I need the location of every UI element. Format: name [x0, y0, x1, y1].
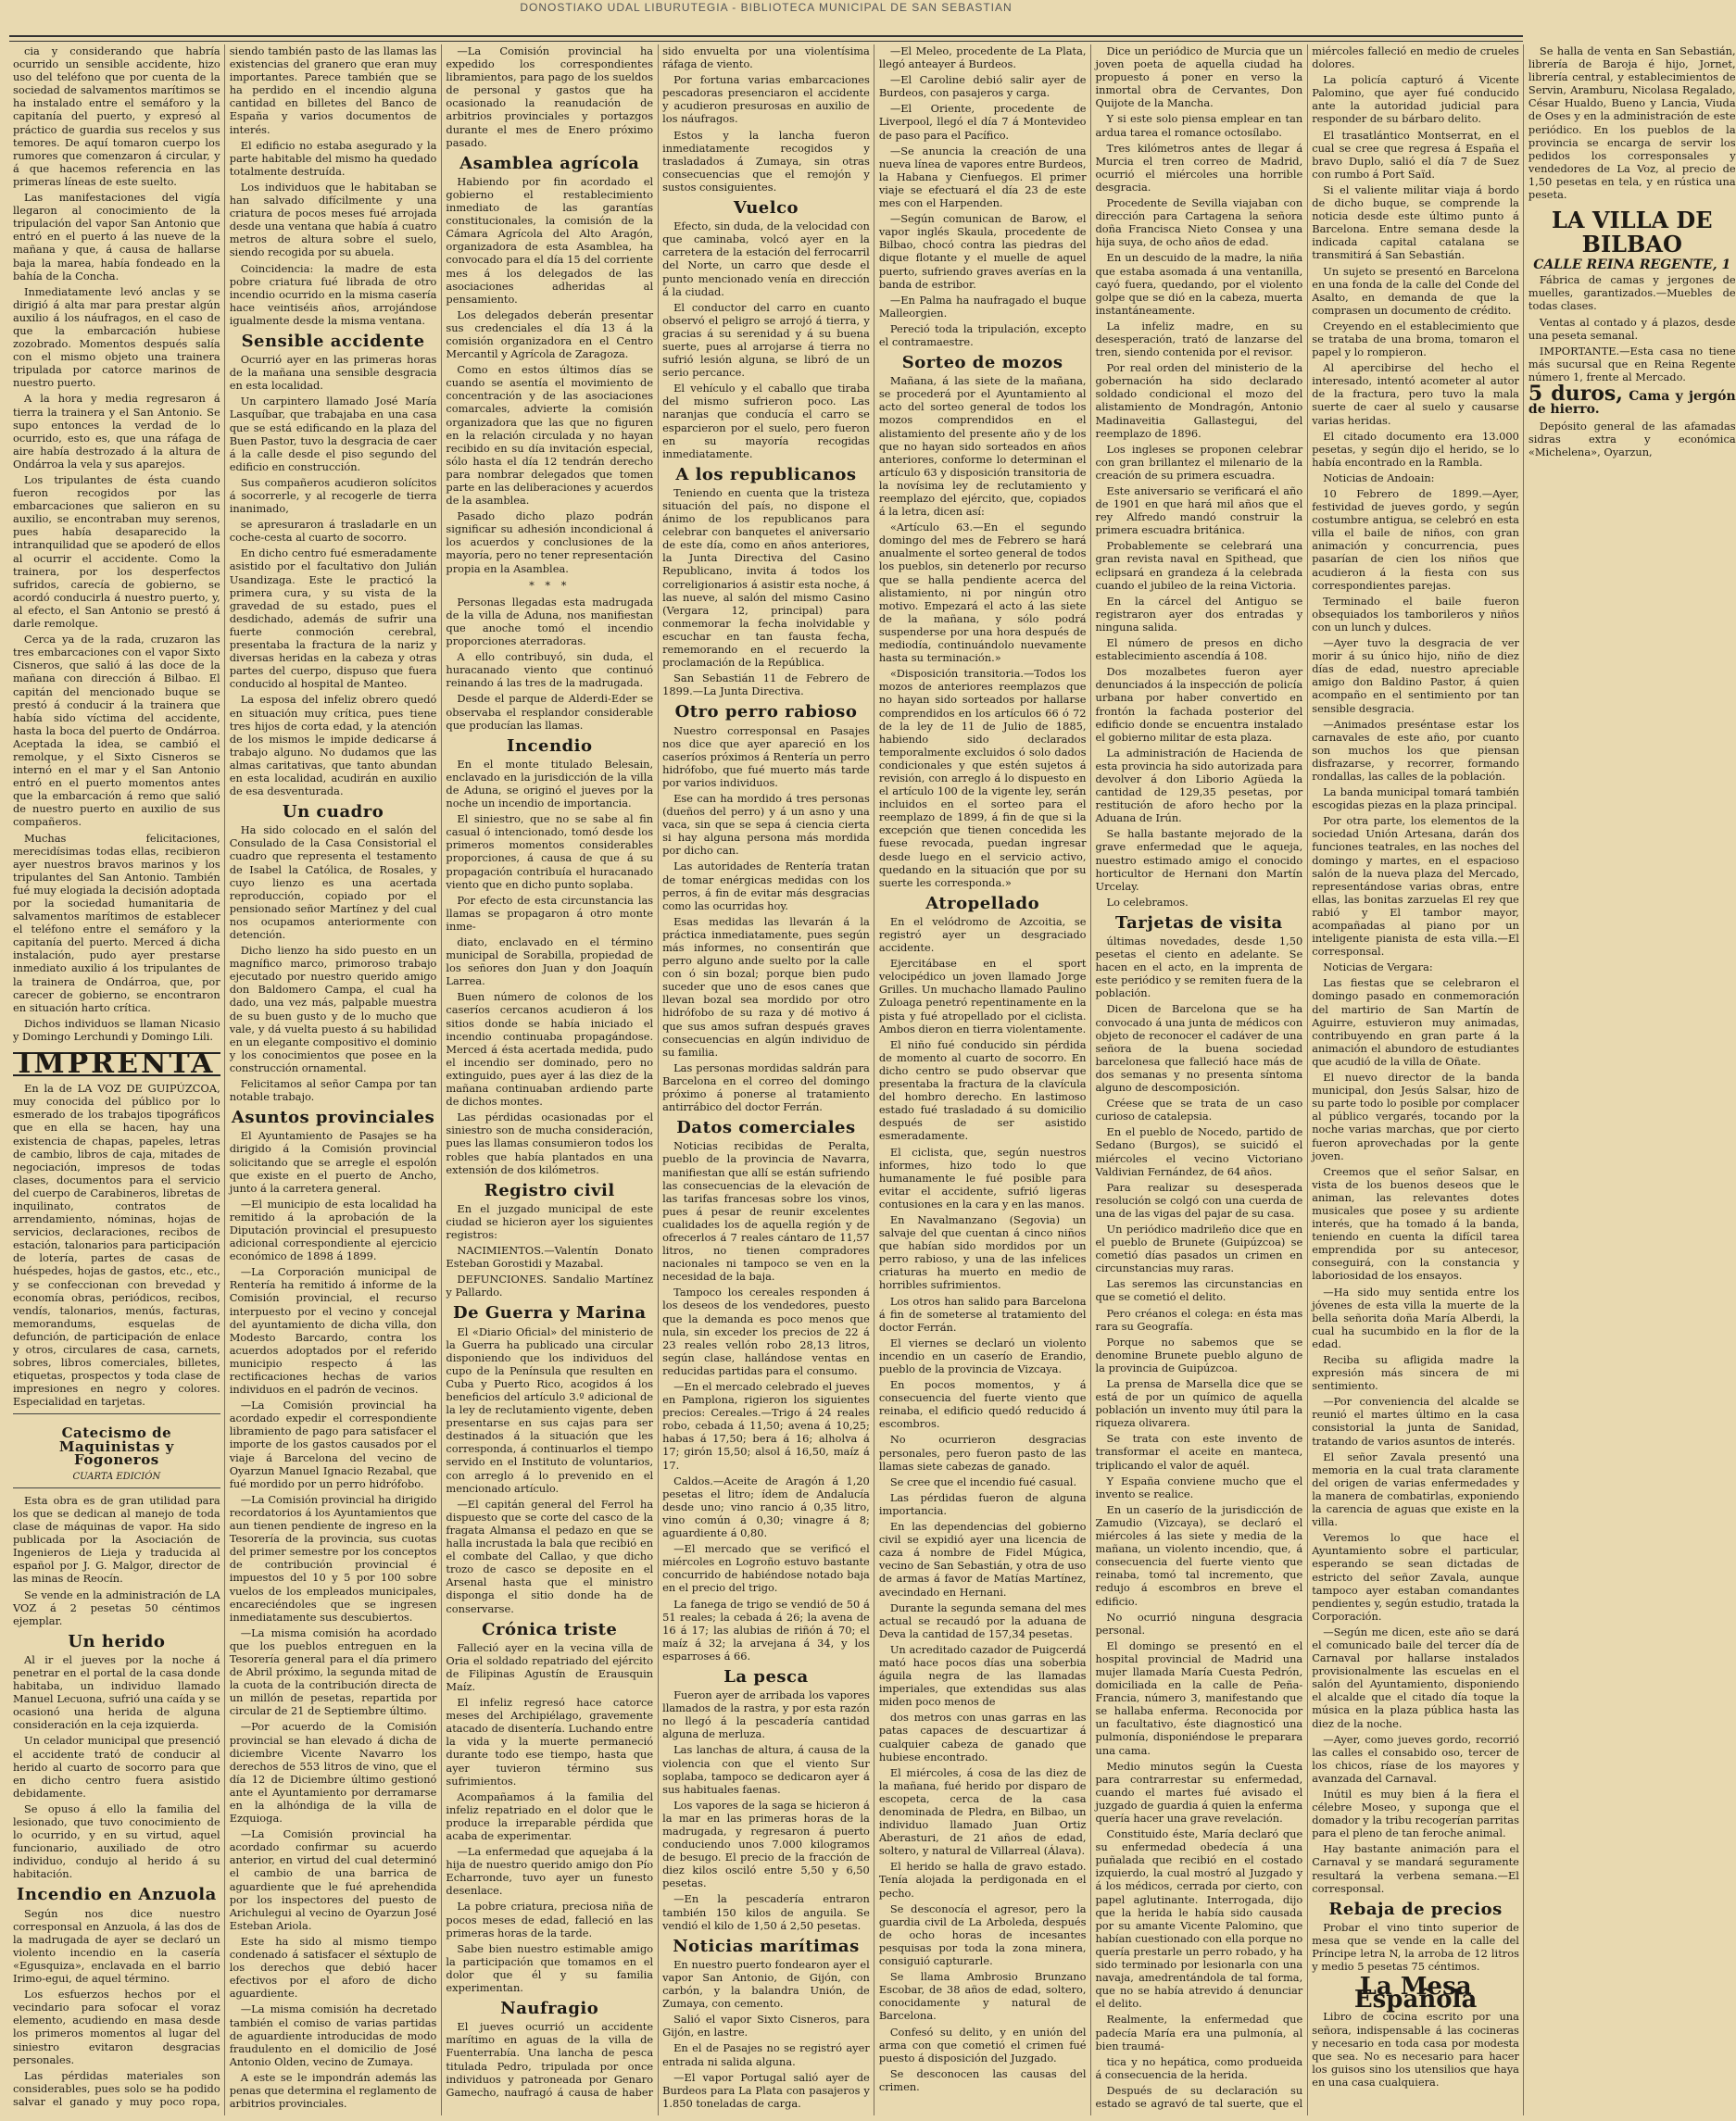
article-paragraph: Pereció toda la tripulación, excepto el contramaestre. — [878, 321, 1087, 348]
article-paragraph: Estos y la lancha fueron inmediatamente recogidos y trasladados á Zumaya, sin otras consecuencias que el remojón y sustos consiguientes. — [662, 128, 870, 194]
article-paragraph: En el velódromo de Azcoitia, se registró ayer un desgraciado accidente. — [878, 914, 1087, 955]
article-paragraph: Un periódico madrileño dice que en el pueblo de Brunete (Guipúzcoa) se cometió días pasados un crimen en circunstancias muy raras. — [1095, 1222, 1303, 1275]
mesa-ad-text: Se halla de venta en San Sebastián, librería de Baroja é hijo, Jornet, librería central, y establecimientos de Servin, Aramburu, Nicolasa Regalado, César Hualdo, Bueno y Lancia, Viuda de Oses y en la administración de este periódico. En los pueblos de la provincia se encarga de servir los pedidos los corresponsales y vendedores de La Voz, al precio de 1,50 pesetas en tela, y en rústica una peseta. — [1528, 44, 1736, 202]
article-paragraph: «Disposición transitoria.—Todos los mozos de anteriores reemplazos que no hayan sido sorteados por hallarse comprendidos en los artículos 66 ó 72 de la ley de 11 de Julio de 1885, habiendo sido declarados temporalmente excluidos ó solo dados condicionales y que estén sujetos á revisión, con arreglo á lo dispuesto en el artículo 100 de la vigente ley, serán incluidos en el sorteo para el reemplazo de 1899, á fin de que si la excepción que tienen concedida les fuese revocada, puedan ingresar desde luego en el servicio activo, quedando en la situación que por su suerte les corresponda.» — [878, 667, 1087, 889]
duros-price: 5 duros, — [1528, 381, 1623, 406]
villa-ad-text: Fábrica de camas y jergones de muelles, garantizados.—Muebles de todas clases. — [1528, 273, 1736, 313]
article-paragraph: tica y no hepática, como produeida á consecuencia de la herida. — [1095, 2054, 1303, 2081]
article-paragraph: Como en estos últimos días se cuando se asentía el movimiento de concentración y de las asociaciones comarcales, advierte la comisión organizadora que las que no figuren en la relación circulada y no hayan recibido en su día invitación especial, sólo hasta el día 12 tendrán derecho para nombrar delegados que tomen parte en las deliberaciones y acuerdos de la asamblea. — [446, 363, 654, 508]
article-paragraph: Se trata con este invento de transformar el aceite en manteca, triplicando el valor de aquél. — [1095, 1432, 1303, 1472]
article-paragraph: Constituido éste, María declaró que su enfermedad obedecía á una puñalada que recibió en el costado izquierdo, la cual mostró al Juzgado y á los médicos, cerrada por cierto, con papel aglutinante. Interrogada, dijo que la herida le había sido causada por su amante Vicente Palomino, que habían cuestionado con ella porque no quería prestarle un perro robado, y ha sido terminado por lesionarla con una navaja, amedrentándola de tal forma, que no se había atrevido á denunciar el delito. — [1095, 1827, 1303, 2011]
article-paragraph: Fueron ayer de arribada los vapores llamados de la rastra, y por esta razón no llegó á la pescadería cantidad alguna de merluza. — [662, 1688, 870, 1741]
article-paragraph: Las fiestas que se celebraron el domingo pasado en conmemoración del martirio de San Martín de Aguirre, estuvieron muy animadas, contribuyendo en gran parte á la animación el abundoro de estudiantes que acudió de la villa de Oñate. — [1312, 976, 1519, 1068]
article-paragraph: Tres kilómetros antes de llegar á Murcia el tren correo de Madrid, ocurrió el miércoles una horrible desgracia. — [1095, 141, 1303, 194]
incendio-heading: Incendio — [507, 735, 593, 756]
imprenta-ad-text: En la de LA VOZ DE GUIPÚZCOA, muy conocida del público por lo esmerado de los trabajos tipográficos que en ella se hacen, hay una existencia de chapas, papeles, letras de cambio, libros de caja, mitades de negociación, impresos de todas clases, documentos para el servicio del cuerpo de Carabineros, libretas de inquilinato, contratos de arrendamiento, nóminas, hojas de servicios, declaraciones, recibos de estación, talonarios para participación de lotería, partes de casas de huéspedes, hojas de gastos, etc., etc., y se confeccionan con brevedad y economía obras, periódicos, recibos, vendís, talonarios, menús, facturas, memorandums, esquelas de defunción, de participación de enlace y otros, circulares de casa, carnets, sobres, libros comerciales, billetes, etiquetas, prospectos y toda clase de impresiones en negro y colores. Especialidad en tarjetas. — [13, 1082, 220, 1409]
article-paragraph: Ha sido colocado en el salón del Consulado de la Casa Consistorial el cuadro que representa el testamento de Isabel la Católica, de Rosales, y cuyo lienzo es una acertada reproducción, copiado por el pensionado señor Martínez y del cual nos ocupamos anteriormente con detención. — [229, 823, 437, 941]
article-paragraph: Dicen de Barcelona que se ha convocado á una junta de médicos con objeto de reconocer el cadáver de una señora de la buena sociedad barcelonesa que falleció hace más de dos semanas y no presenta síntoma alguno de descomposición. — [1095, 1002, 1303, 1095]
article-paragraph: En nuestro puerto fondearon ayer el vapor San Antonio, de Gijón, con carbón, y la balandra Unión, de Zumaya, con cemento. — [662, 1957, 870, 2011]
article-paragraph: Al ir el jueves por la noche á penetrar en el portal de la casa donde habitaba, un individuo llamado Manuel Lecuona, sufrió una caída y se ocasionó una herida de alguna consideración en la ceja izquierda. — [13, 1652, 220, 1732]
article-paragraph: Se desconocía el agresor, pero la guardia civil de La Arboleda, después de ocho horas de incesantes pesquisas por toda la zona minera, consiguió capturarle. — [878, 1901, 1087, 1968]
article-paragraph: —El Caroline debió salir ayer de Burdeos, con pasajeros y carga. — [878, 73, 1087, 100]
article-paragraph: —La misma comisión ha decretado también el comiso de varias partidas de aguardiente introducidas de modo fraudulento en el domicilio de José Antonio Olden, vecino de Zumaya. — [229, 2002, 437, 2068]
article-paragraph: Los vapores de la saga se hicieron á la mar en las primeras horas de la madrugada, y regresaron á puerto conduciendo unos 7.000 kilogramos de besugo. El precio de la fracción de diez kilos osciló entre 5,50 y 6,50 pesetas. — [662, 1798, 870, 1890]
article-paragraph: —Por acuerdo de la Comisión provincial se han elevado á dicha de diciembre Vicente Navarro los derechos de 553 litros de vino, que el día 12 de Diciembre último gestionó ante el Ayuntamiento por derramarse en la alhóndiga de la villa de Ezquioga. — [229, 1720, 437, 1826]
article-paragraph: Ese can ha mordido á tres personas (dueños del perro) y á un asno y una vaca, sin que se sepa á ciencia cierta si hay alguna persona más mordida por dicho can. — [662, 791, 870, 858]
article-paragraph: Hay bastante animación para el Carnaval y se mandará seguramente resultará la verbena semana.—El corresponsal. — [1312, 1842, 1519, 1895]
article-paragraph: Buen número de colonos de los caseríos cercanos acudieron á los sitios donde se había iniciado el incendio continuaba propagándose. Merced á ésta acertada medida, pudo el incendio ser dominado, pero no extinguido, pues ayer á las diez de la mañana continuaban ardiendo parte de dichos montes. — [446, 990, 654, 1109]
article-paragraph: Confesó su delito, y en unión del arma con que cometió el crimen fué puesto á disposición del Juzgado. — [878, 2025, 1087, 2065]
article-paragraph: Un acreditado cazador de Puigcerdá mató hace pocos días una soberbia águila negra de las llamadas imperiales, que extendidas sus alas miden poco menos de — [878, 1642, 1087, 1709]
article-paragraph: —Por conveniencia del alcalde se reunió el martes último en la casa consistorial la junta de Sanidad, tratando de varios asuntos de interés. — [1312, 1395, 1519, 1448]
article-paragraph: Falleció ayer en la vecina villa de Oria el soldado repatriado del ejército de Filipinas Agustín de Erausquin Maíz. — [446, 1640, 654, 1693]
rebaja-precios-heading: Rebaja de precios — [1328, 1899, 1503, 1919]
article-paragraph: Y España conviene mucho que el invento se realice. — [1095, 1474, 1303, 1500]
article-paragraph: Por real orden del ministerio de la gobernación ha sido declarado soldado condicional el mozo del alistamiento de Mondragón, Antonio Madinaveitia Gallastegui, del reemplazo de 1896. — [1095, 361, 1303, 440]
article-paragraph: Noticias recibidas de Peralta, pueblo de la provincia de Navarra, manifiestan que allí se están sufriendo las consecuencias de la elevación de las tarifas francesas sobre los vinos, pues á pesar de reunir excelentes cualidades los de aquella región y de ofrecerlos á 7 reales cántaro de 11,57 litros, no tienen compradores nacionales ni tampoco se ven en la necesidad de la baja. — [662, 1139, 870, 1284]
article-paragraph: —La Comisión provincial ha dirigido recordatorios á los Ayuntamientos que aun tienen pendiente de ingreso en la Tesorería de la provincia, sus cuotas del primer semestre por los conceptos de contribución provincial é impuestos del 10 y 5 por 100 sobre vuelos de los empleados municipales, encareciéndoles que se ingresen inmediatamente sus descubiertos. — [229, 1492, 437, 1624]
article-paragraph: —Ha sido muy sentida entre los jóvenes de esta villa la muerte de la bella señorita doña María Alberdi, la cual ha sucumbido en la flor de la edad. — [1312, 1285, 1519, 1350]
archive-source-header: DONOSTIAKO UDAL LIBURUTEGIA - BIBLIOTECA MUNICIPAL DE SAN SEBASTIAN — [520, 1, 1013, 14]
article-paragraph: Caldos.—Aceite de Aragón á 1,20 pesetas el litro; ídem de Andalucía desde uno; vino rancio á 0,35 litro, vino común á 0,30; vinagre á 8; aguardiente á 0,80. — [662, 1474, 870, 1540]
article-paragraph: Durante la segunda semana del mes actual se recaudó por la aduana de Deva la cantidad de 157,34 pesetas. — [878, 1600, 1087, 1640]
article-paragraph: Este ha sido al mismo tiempo condenado á satisfacer el séxtuplo de los derechos que debió hacer efectivos por el aforo de dicho aguardiente. — [229, 1934, 437, 2001]
article-paragraph: Realmente, la enfermedad que padecía María era una pulmonía, al bien traumá- — [1095, 2013, 1303, 2052]
article-paragraph: —La enfermedad que aquejaba á la hija de nuestro querido amigo don Pío Echarronde, tuvo ayer un funesto desenlace. — [446, 1845, 654, 1898]
article-paragraph: Las personas mordidas saldrán para Barcelona en el correo del domingo próximo á ponerse al tratamiento antirrábico del doctor Ferrán. — [662, 1060, 870, 1114]
villa-bilbao-heading: LA VILLA DE BILBAO — [1552, 207, 1713, 258]
perro-rabioso-heading: Otro perro rabioso — [674, 702, 858, 722]
noticias-maritimas-heading: Noticias marítimas — [673, 1936, 860, 1956]
article-paragraph: En un caserío de la jurisdicción de Zamudio (Vizcaya), se declaró el miércoles á las siete y media de la mañana, un violento incendio, que, á consecuencia del fuerte viento que reinaba, tomó tal incremento, que redujo á escombros en breve el edificio. — [1095, 1502, 1303, 1608]
article-paragraph: Efecto, sin duda, de la velocidad con que caminaba, volcó ayer en la carretera de la estación del ferrocarril del Norte, un carro que desde el punto mencionado venía en dirección á la ciudad. — [662, 220, 870, 298]
article-columns — [13, 44, 1736, 2115]
mesa-ad-text: Libro de cocina escrito por una señora, indispensable á las cocineras y necesario en toda casa por modesta que sea. No es necesario para hacer los guisos sino los utensilios que haya en una casa cualquiera. — [1312, 2010, 1519, 2089]
article-paragraph: San Sebastián 11 de Febrero de 1899.—La Junta Directiva. — [662, 671, 870, 698]
article-paragraph: Los delegados deberán presentar sus credenciales el día 13 á la comisión organizadora en el Centro Mercantil y Agrícola de Zaragoza. — [446, 307, 654, 361]
villa-ad-text: Depósito general de las afamadas sidras extra y económica «Michelena», Oyarzun, — [1528, 420, 1736, 459]
la-pesca-heading: La pesca — [723, 1666, 809, 1687]
article-paragraph: Un carpintero llamado José María Lasquíbar, que trabajaba en una casa que se está edificando en la plaza del Buen Pastor, tuvo la desgracia de caer á la calle desde el piso segundo del edificio en construcción. — [229, 395, 437, 473]
article-paragraph: El señor Zavala presentó una memoria en la cual trata claramente del origen de varias enfermedades y la manera de combatirlas, exponiendo la carencia de aguas que existe en la villa. — [1312, 1450, 1519, 1529]
article-paragraph: En el juzgado municipal de este ciudad se hicieron ayer los siguientes registros: — [446, 1201, 654, 1241]
article-paragraph: La fanega de trigo se vendió de 50 á 51 reales; la cebada á 26; la avena de 16 á 17; las alubias de riñón á 70; el maíz á 32; la arvejana á 34, y los esparroses á 66. — [662, 1597, 870, 1663]
article-paragraph: El citado documento era 13.000 pesetas, y según dijo el herido, se lo había encontrado en la Rambla. — [1312, 429, 1519, 469]
article-paragraph: El infeliz regresó hace catorce meses del Archipiélago, gravemente atacado de disentería. Luchando entre la vida y la muerte permaneció durante todo ese tiempo, hasta que ayer tuvieron término sus sufrimientos. — [446, 1696, 654, 1788]
article-paragraph: En el monte titulado Belesain, enclavado en la jurisdicción de la villa de Aduna, se originó el jueves por la noche un incendio de importancia. — [446, 757, 654, 810]
article-paragraph: —El Meleo, procedente de La Plata, llegó anteayer á Burdeos. — [878, 44, 1087, 71]
article-paragraph: Dicho lienzo ha sido puesto en un magnífico marco, primoroso trabajo ejecutado por nuestro querido amigo don Baldomero Campa, el cual ha dado, una vez más, palpable muestra de su buen gusto y de lo mucho que vale, y dá vuelta puesto á su habilidad en un elegante compositivo el dominio y los conocimientos que posee en la construcción ornamental. — [229, 944, 437, 1074]
article-paragraph: Para realizar su desesperada resolución se colgó con una cuerda de una de las vigas del pajar de su casa. — [1095, 1180, 1303, 1220]
article-paragraph: —El mercado que se verificó el miércoles en Logroño estuvo bastante concurrido de habiéndose notado baja en el precio del trigo. — [662, 1542, 870, 1595]
article-paragraph: Felicitamos al señor Campa por tan notable trabajo. — [229, 1077, 437, 1104]
article-paragraph: Por fortuna varias embarcaciones pescadoras presenciaron el accidente y acudieron presurosas en auxilio de los náufragos. — [662, 73, 870, 126]
article-paragraph: Coincidencia: la madre de esta pobre criatura fué librada de otro incendio ocurrido en la misma casería hace veintiséis años, arrojándose igualmente desde la misma ventana. — [229, 261, 437, 327]
article-paragraph: —El municipio de esta localidad ha remitido á la aprobación de la Diputación provincial el presupuesto adicional correspondiente al ejercicio económico de 1898 á 1899. — [229, 1197, 437, 1263]
article-paragraph: Porque no sabemos que se denomine Brunete pueblo alguno de la provincia de Guipúzcoa. — [1095, 1335, 1303, 1374]
article-paragraph: —La misma comisión ha acordado que los pueblos entreguen en la Tesorería general para el día primero de Abril próximo, la segunda mitad de la cuota de la contribución directa de un millón de pesetas, repartida por circular de 21 de Septiembre último. — [229, 1625, 437, 1718]
incendio-anzuola-heading: Incendio en Anzuola — [16, 1885, 217, 1905]
article-paragraph: —En Palma ha naufragado el buque Malleorgien. — [878, 293, 1087, 320]
asuntos-provinciales-heading: Asuntos provinciales — [231, 1108, 435, 1128]
article-paragraph: «Artículo 63.—En el segundo domingo del mes de Febrero se hará anualmente el sorteo general de todos los pueblos, sin detenerlo por recurso que se halla pendiente acerca del alistamiento, ni por ningún otro motivo. Empezará el acto á las siete de la mañana, y sólo podrá suspenderse por una hora después de mediodía, continuándolo nuevamente hasta su terminación.» — [878, 521, 1087, 665]
article-paragraph: El niño fué conducido sin pérdida de momento al cuarto de socorro. En dicho centro se pudo observar que presentaba la fractura de la clavícula del hombro derecho. En lastimoso estado fué trasladado á su domicilio después de ser asistido esmeradamente. — [878, 1037, 1087, 1143]
article-paragraph: Si el valiente militar viaja á bordo de dicho buque, se comprende la noticia desde este último punto á Barcelona. Entre semana desde la indicada capital catalana se transmitirá á San Sebastián. — [1312, 182, 1519, 262]
catecismo-heading: Catecismo de Maquinistas y Fogoneros — [58, 1424, 174, 1468]
catecismo-price: Se vende en la administración de LA VOZ á 2 pesetas 50 céntimos ejemplar. — [13, 1588, 220, 1627]
article-paragraph: El domingo se presentó en el hospital provincial de Madrid una mujer llamada María Cuesta Pedrón, domiciliada en la calle de Peña-Francia, número 3, manifestando que se hallaba enferma. Reconocida por un facultativo, éste diagnosticó una pulmonía, disponiéndose le preparara una cama. — [1095, 1638, 1303, 1757]
article-paragraph: Se cree que el incendio fué casual. — [889, 1475, 1077, 1488]
duros-item: Cama y jergón de hierro. — [1528, 388, 1736, 418]
article-paragraph: Las manifestaciones del vigía llegaron al conocimiento de la tripulación del vapor San Antonio que entró en el puerto á las nueve de la mañana y que, á causa de hallarse baja la marea, había fondeado en la bahía de la Concha. — [13, 191, 220, 282]
article-paragraph: Personas llegadas esta madrugada de la villa de Aduna, nos manifiestan que anoche tomó el incendio proporciones aterradoras. — [446, 595, 654, 648]
section-divider-stars: * * * — [529, 578, 571, 592]
article-paragraph: —El Oriente, procedente de Liverpool, llegó el día 7 á Montevideo de paso para el Pacífico. — [878, 102, 1087, 142]
article-paragraph: NACIMIENTOS.—Valentín Donato Esteban Gorostidi y Mazabal. — [446, 1244, 654, 1271]
article-paragraph: Las seremos las circunstancias en que se cometió el delito. — [1095, 1277, 1303, 1304]
article-paragraph: Acompañamos á la familia del infeliz repatriado en el dolor que le produce la irreparable pérdida que acaba de experimentar. — [446, 1789, 654, 1842]
article-paragraph: Este aniversario se verificará el año de 1901 en que hará mil años que el rey Alfredo mandó construir la primera escuadra británica. — [1095, 484, 1303, 537]
article-paragraph: 10 Febrero de 1899.—Ayer, festividad de jueves gordo, y según costumbre antigua, se celebró en esta villa el baile de niños, con gran animación y concurrencia, pues pasarían de cien los niños que acudieron á la fiesta con sus correspondientes parejas. — [1312, 487, 1519, 592]
article-paragraph: Ejercitábase en el sport velocipédico un joven llamado Jorge Grilles. Un muchacho llamado Paulino Zuloaga penetró repentinamente en la pista y fué atropellado por el ciclista. Ambos dieron en tierra violentamente. — [878, 957, 1087, 1035]
article-paragraph: —El vapor Portugal salió ayer de Burdeos para La Plata con pasajeros y 1.850 toneladas de carga. — [662, 2070, 870, 2110]
article-paragraph: En las dependencias del gobierno civil se expidió ayer una licencia de caza á nombre de Fidel Múgica, vecino de San Sebastián, y otra de uso de armas á favor de Matías Martínez, avecindado en Hernani. — [878, 1520, 1087, 1599]
article-paragraph: En dicho centro fué esmeradamente asistido por el facultativo don Julián Usandizaga. Este le practicó la primera cura, y su vista de la gravedad de su estado, pues el desdichado, además de sufrir una fuerte conmoción cerebral, presentaba la fractura de la nariz y diversas heridas en la cabeza y otras partes del cuerpo, dispuso que fuera conducido al hospital de Manteo. — [229, 546, 437, 691]
article-paragraph: Según nos dice nuestro corresponsal en Anzuola, á las dos de la madrugada de ayer se declaró un violento incendio en la casería «Egusquiza», enclavada en el barrio Irimo-egui, de aquel término. — [13, 1906, 220, 1986]
article-paragraph: En la cárcel del Antiguo se registraron ayer dos entradas y ninguna salida. — [1095, 594, 1303, 634]
article-paragraph: —Animados preséntase estar los carnavales de este año, por cuanto son muchos los que piensan disfrazarse, y recorrer, formando rondallas, las calles de la población. — [1312, 717, 1519, 783]
article-paragraph: Las pérdidas materiales son considerables, pues solo se ha podido salvar el ganado y muy poco ropa, siendo también pasto de las llamas las existencias del granero que eran muy importantes. Parece también que se ha perdido en el incendio alguna cantidad en billetes del Banco de España y varios documentos de interés. — [13, 44, 437, 2108]
cronica-triste-heading: Crónica triste — [482, 1619, 618, 1639]
article-paragraph: Dice un periódico de Murcia que un joven poeta de aquella ciudad ha propuesto á poner en verso la inmortal obra de Cervantes, Don Quijote de la Mancha. — [1095, 44, 1303, 110]
article-paragraph: Los tripulantes de ésta cuando fueron recogidos por las embarcaciones que salieron en su auxilio, se encontraban muy serenos, pues había desaparecido la intranquilidad que se apoderó de ellos al ocurrir el accidente. Como la trainera, por los desperfectos sufridos, carecía de gobierno, se acordó conducirla á nuestro puerto, y, al efecto, el San Antonio se prestó á darle remolque. — [13, 473, 220, 631]
villa-bilbao-address: CALLE REINA REGENTE, 1 — [1533, 257, 1731, 273]
article-paragraph: Probablemente se celebrará una gran revista naval en Spithead, que eclipsará en grandeza á la celebrada cuando el jubileo de la reina Victoria. — [1095, 539, 1303, 592]
guerra-marina-heading: De Guerra y Marina — [452, 1303, 647, 1324]
article-paragraph: Sus compañeros acudieron solícitos á socorrerle, y al recogerle de tierra inanimado, — [229, 475, 437, 516]
article-paragraph: Creyendo en el establecimiento que se trataba de una broma, tomaron el papel y lo rompieron. — [1312, 319, 1519, 359]
article-paragraph: La esposa del infeliz obrero quedó en situación muy crítica, pues tiene tres hijos de corta edad, y la atención de los mismos le impide dedicarse á trabajo alguno. No dudamos que las almas caritativas, que tanto abundan en esta localidad, acudirán en auxilio de esa desventurada. — [229, 693, 437, 798]
article-paragraph: Tampoco los cereales responden á los deseos de los vendedores, puesto que la demanda es poco menos que nula, sin exceder los precios de 22 á 23 reales vellón robo 28,13 litros, según clase, hallándose ventas en reducidas partidas para el consumo. — [662, 1286, 870, 1377]
article-paragraph: El Ayuntamiento de Pasajes se ha dirigido á la Comisión provincial solicitando que se arregle el espolón que existe en el puerto de Ancho, junto á la carretera general. — [229, 1129, 437, 1195]
article-paragraph: El jueves ocurrió un accidente marítimo en aguas de la villa de Fuenterrabía. Una lancha de pesca titulada Pedro, tripulada por once individuos y patroneada por Genaro Gamecho, naufragó á causa de haber sido envuelta por una violentísima ráfaga de viento. — [446, 44, 870, 2099]
naufragio-heading: Naufragio — [500, 1999, 599, 2019]
article-paragraph: Terminado el baile fueron obsequiados los tamborileros y niños con un lunch y dulces. — [1312, 594, 1519, 634]
rebaja-ad-text: Probar el vino tinto superior de mesa que se vende en la calle del Príncipe letra N, la arroba de 12 litros y medio 5 pesetas 75 céntimos. — [1312, 1920, 1519, 1974]
article-paragraph: Pero créanos el colega: en ésta mas rara su Geografía. — [1095, 1306, 1303, 1333]
article-paragraph: La pobre criatura, preciosa niña de pocos meses de edad, falleció en las primeras horas de la tarde. — [446, 1900, 654, 1939]
villa-ad-text: IMPORTANTE.—Esta casa no tiene más sucursal que en Reina Regente número 1, frente al Mercado. — [1528, 344, 1736, 383]
article-paragraph: —La Comisión provincial ha expedido los correspondientes libramientos, para pago de los sueldos de personal y gastos que ha ocasionado la reanudación de arbitrios provinciales y portazgos durante el mes de Enero próximo pasado. — [446, 44, 654, 149]
sorteo-mozos-heading: Sorteo de mozos — [901, 353, 1063, 373]
article-paragraph: En pocos momentos, y á consecuencia del fuerte viento que reinaba, el edificio quedó reducido á escombros. — [878, 1378, 1087, 1431]
article-paragraph: A la hora y media regresaron á tierra la trainera y el San Antonio. Se supo entonces la verdad de lo ocurrido, esto es, que una ráfaga de aire había destrozado á la altura de Ondárroa la vela y sus aparejos. — [13, 392, 220, 471]
article-paragraph: Desde el parque de Alderdi-Eder se observaba el resplandor considerable que producían las llamas. — [446, 692, 654, 732]
article-paragraph: No ocurrió ninguna desgracia personal. — [1095, 1610, 1303, 1637]
article-paragraph: Reciba su afligida madre la expresión más sincera de mi sentimiento. — [1312, 1353, 1519, 1393]
sensible-accidente-heading: Sensible accidente — [241, 331, 425, 351]
article-paragraph: Se llama Ambrosio Brunzano Escobar, de 38 años de edad, soltero, conocidamente y natural de Barcelona. — [878, 1970, 1087, 2023]
article-paragraph: —Ayer, como jueves gordo, recorrió las calles el consabido oso, tercer de los chicos, ríase de los mayores y avanzada del Carnaval. — [1312, 1732, 1519, 1785]
catecismo-edition: CUARTA EDICIÓN — [72, 1471, 161, 1482]
article-paragraph: —Según comunican de Barow, el vapor inglés Skaula, procedente de Bilbao, chocó contra las piedras del dique flotante y el muelle de aquel puerto, sufriendo graves averías en la banda de estribor. — [878, 212, 1087, 291]
article-paragraph: Al apercibirse del hecho el interesado, intentó acometer al autor de la fractura, pero tuvo la mala suerte de caer al suelo y causarse varias heridas. — [1312, 361, 1519, 427]
masthead-rule — [9, 35, 1523, 42]
atropellado-heading: Atropellado — [925, 893, 1040, 913]
article-paragraph: A ello contribuyó, sin duda, el huracanado viento que continuó reinando á las tres de la madrugada. — [446, 650, 654, 690]
subsection-label: Noticias de Vergara: — [1323, 960, 1433, 974]
article-paragraph: Esas medidas las llevarán á la práctica inmediatamente, pues según más informes, no consentirán que perro alguno ande suelto por la calle con ó sin bozal; porque bien pudo suceder que uno de esos canes que llevan bozal sea mordido por otro hidrófobo de su raza y dé motivo á que sus amos sufran después graves consecuencias en algún individuo de su familia. — [662, 914, 870, 1059]
article-paragraph: Muchas felicitaciones, merecidísimas todas ellas, recibieron ayer nuestros bravos marinos y los tripulantes del San Antonio. También fué muy elogiada la decisión adoptada por la sociedad humanitaria de salvamentos marítimos de establecer el teléfono entre el semáforo y la capitanía del puerto. Merced á dicha instalación, pudo ayer prestarse inmediato auxilio á los tripulantes de la trainera de Ondárroa, que, por carecer de gobierno, se encontraron en situación harto crítica. — [13, 831, 220, 1014]
article-paragraph: Los individuos que le habitaban se han salvado difícilmente y una criatura de pocos meses fué arrojada desde una ventana que había á cuatro metros de altura sobre el suelo, siendo recogida por su abuela. — [229, 180, 437, 259]
article-paragraph: —Según me dicen, este año se dará el comunicado baile del tercer día de Carnaval por hallarse instalados provisionalmente las escuelas en el salón del Ayuntamiento, disponiendo el alcalde que el citado día toque la música en la plaza pública hasta las diez de la noche. — [1312, 1625, 1519, 1730]
article-paragraph: Un sujeto se presentó en Barcelona en una fonda de la calle del Conde del Asalto, en demanda de que la comprasen un documento de crédito. — [1312, 264, 1519, 317]
article-paragraph: Las autoridades de Rentería tratan de tomar enérgicas medidas con los perros, á fin de evitar más desgracias como las ocurridas hoy. — [662, 860, 870, 912]
article-paragraph: —Ayer tuvo la desgracia de ver morir á su único hijo, niño de diez días de edad, nuestro apreciable amigo don Baldino Pastor, á quien acompaño en el sentimiento por tan sensible desgracia. — [1312, 636, 1519, 715]
article-paragraph: Un celador municipal que presenció el accidente trató de conducir al herido al cuarto de socorro para que en dicho centro fuera asistido debidamente. — [13, 1734, 220, 1800]
article-paragraph: El siniestro, que no se sabe al fin casual ó intencionado, tomó desde los primeros momentos considerables proporciones, á causa de que á su propagación contribuía el huracanado viento que en dicho punto soplaba. — [446, 812, 654, 891]
article-paragraph: El viernes se declaró un violento incendio en un caserío de Erandio, pueblo de la provincia de Vizcaya. — [878, 1336, 1087, 1375]
article-paragraph: En el de Pasajes no se registró ayer entrada ni salida alguna. — [662, 2041, 870, 2068]
article-paragraph: Procedente de Sevilla viajaban con dirección para Cartagena la señora doña Francisca Nieto Consea y una hija suya, de ocho años de edad. — [1095, 196, 1303, 249]
article-paragraph: Lo celebramos. — [1106, 895, 1189, 909]
article-paragraph: Los ingleses se proponen celebrar con gran brillantez el milenario de la creación de su primera escuadra. — [1095, 442, 1303, 482]
article-paragraph: Las pérdidas fueron de alguna importancia. — [878, 1490, 1087, 1517]
cuadro-heading: Un cuadro — [282, 802, 384, 822]
article-paragraph: Se desconocen las causas del crimen. — [878, 2066, 1087, 2093]
article-paragraph: Se halla bastante mejorado de la grave enfermedad que le aqueja, nuestro estimado amigo el conocido horticultor de Hernani don Martín Urcelay. — [1095, 827, 1303, 893]
article-paragraph: Las pérdidas ocasionadas por el siniestro son de mucha consideración, pues las llamas consumieron todos los robles que había plantados en una extensión de dos kilómetros. — [446, 1111, 654, 1176]
article-paragraph: Por efecto de esta circunstancia las llamas se propagaron á otro monte inme- — [446, 893, 654, 933]
article-paragraph: Sabe bien nuestro estimable amigo la participación que tomamos en el dolor que él y su familia experimentan. — [446, 1941, 654, 1995]
article-paragraph: —Se anuncia la creación de una nueva línea de vapores entre Burdeos, la Habana y Cienfuegos. El primer viaje se efectuará el día 23 de este mes con el Harpenden. — [878, 144, 1087, 210]
article-paragraph: Creemos que el señor Salsar, en vista de los buenos deseos que le animan, las relevantes dotes musicales que posee y su ardiente interés, que ha tomado á la banda, teniendo en cuenta la difícil tarea emprendida por su antecesor, conseguirá, con la constancia y laboriosidad de los ensayos. — [1312, 1164, 1519, 1283]
article-paragraph: Nuestro corresponsal en Pasajes nos dice que ayer apareció en los caseríos próximos á Rentería un perro hidrófobo, que fué muerto más tarde por varios individuos. — [662, 723, 870, 789]
villa-ad-text: Ventas al contado y á plazos, desde una peseta semanal. — [1528, 315, 1736, 342]
article-paragraph: El número de presos en dicho establecimiento ascendía á 108. — [1095, 636, 1303, 663]
herido-heading: Un herido — [68, 1631, 166, 1651]
article-paragraph: Las lanchas de altura, á causa de la violencia con que el viento Sur soplaba, tampoco se dedicaron ayer á sus habituales faenas. — [662, 1743, 870, 1796]
registro-civil-heading: Registro civil — [484, 1180, 615, 1200]
article-paragraph: El herido se halla de gravo estado. Tenía alojada la perdigonada en el pecho. — [878, 1860, 1087, 1900]
article-paragraph: El ciclista, que, según nuestros informes, hizo todo lo que humanamente le fué posible para evitar el accidente, sufrió ligeras contusiones en la cara y en las manos. — [878, 1145, 1087, 1211]
article-paragraph: Se opuso á ello la familia del lesionado, que tuvo conocimiento de lo ocurrido, y en su virtud, aquel funcionario, auxiliado de otro individuo, condujo al herido á su habitación. — [13, 1801, 220, 1881]
article-paragraph: No ocurrieron desgracias personales, pero fueron pasto de las llamas siete cabezas de ganado. — [878, 1433, 1087, 1473]
article-paragraph: El trasatlántico Montserrat, en el cual se cree que regresa á España el bravo Duplo, salió el día 7 de Suez con rumbo á Port Saïd. — [1312, 128, 1519, 181]
article-paragraph: La policía capturó á Vicente Palomino, que ayer fué conducido ante la autoridad judicial para responder de su bárbaro delito. — [1312, 73, 1519, 126]
article-paragraph: En el pueblo de Nocedo, partido de Sedano (Burgos), se suicidó el miércoles el vecino Victoriano Valdivian Fernández, de 64 años. — [1095, 1125, 1303, 1178]
article-paragraph: cia y considerando que habría ocurrido un sensible accidente, hizo uso del teléfono que por cuenta de la sociedad de salvamentos marítimos se ha instalado entre el semáforo y la capitanía del puerto, y expresó al práctico de guardia sus recelos y sus temores. De aquí tomaron cuerpo los rumores que comenzaron á circular, y á que hacemos referencia en las primeras líneas de este suelto. — [13, 44, 220, 188]
article-paragraph: El vehículo y el caballo que tiraba del mismo sufrieron poco. Las naranjas que conducía el carro se esparcieron por el suelo, pero fueron en su mayoría recogidas inmediatamente. — [662, 382, 870, 460]
article-paragraph: —En la pescadería entraron también 150 kilos de anguila. Se vendió el kilo de 1,50 á 2,50 pesetas. — [662, 1892, 870, 1932]
tarjetas-visita-heading: Tarjetas de visita — [1115, 912, 1283, 933]
article-paragraph: Teniendo en cuenta que la tristeza situación del país, no dispone el ánimo de los republicanos para celebrar con banquetes el aniversario de este día, como en años anteriores, la Junta Directiva del Casino Republicano, invita á todos los correligionarios á asistir esta noche, á las nueve, al salón del mismo Casino (Vergara 12, principal) para conmemorar la fecha inolvidable y escuchar en tan fausta fecha, rememorando en el recuerdo la proclamación de la República. — [662, 485, 870, 670]
article-paragraph: Después de su declaración su estado se agravó de tal suerte, que el miércoles falleció en medio de crueles dolores. — [1095, 44, 1519, 2110]
article-paragraph: —La Comisión provincial ha acordado expedir el correspondiente libramiento de pago para satisfacer el importe de los gastos causados por el viaje á Barcelona del vecino de Oyarzun Manuel Ignacio Rezabal, que fué mordido por un perro hidrófobo. — [229, 1399, 437, 1490]
article-paragraph: Mañana, á las siete de la mañana, se procederá por el Ayuntamiento al acto del sorteo general de todos los mozos comprendidos en el alistamiento del presente año y de los que no hayan sido sorteados en años anteriores, conforme lo determinan el artículo 63 y disposición transitoria de la novísima ley de reclutamiento y reemplazo del ejército, que, copiados á la letra, dicen así: — [878, 374, 1087, 519]
article-paragraph: Veremos lo que hace el Ayuntamiento sobre el particular, esperando se sean dictadas de estricto del señor Zavala, aunque tampoco ayer estaban comandantes pendientes y, según estudio, tratada la Corporación. — [1312, 1531, 1519, 1623]
article-paragraph: El edificio no estaba asegurado y la parte habitable del mismo ha quedado totalmente destruída. — [229, 138, 437, 178]
datos-comerciales-heading: Datos comerciales — [676, 1118, 856, 1138]
subsection-label: Noticias de Andoain: — [1323, 471, 1435, 484]
article-paragraph: —En el mercado celebrado el jueves en Pamplona, rigieron los siguientes precios: Cereales.—Trigo á 24 reales robo, cebada á 11,50; avena á 10,25; habas á 17,50; bera á 16; alholva á 17; girón 15,50; alsol á 16,50, maíz á 17. — [662, 1380, 870, 1472]
article-paragraph: —La Corporación municipal de Rentería ha remitido á informe de la Comisión provincial, el recurso interpuesto por el vecino y concejal del ayuntamiento de dicha villa, don Modesto Barcardo, contra los acuerdos adoptados por el referido municipio respecto á las rectificaciones hechas de varios individuos en el padrón de vecinos. — [229, 1265, 437, 1397]
article-paragraph: Salió el vapor Sixto Cisneros, para Gijón, en lastre. — [662, 2013, 870, 2039]
article-paragraph: La infeliz madre, en su desesperación, trató de lanzarse del tren, siendo contenida por el revisor. — [1095, 319, 1303, 359]
article-paragraph: Medio minutos según la Cuesta para contrarrestar su enfermedad, cuando el martes fué avisado el juzgado de guardia á quien la enferma quería hacer una grave revelación. — [1095, 1759, 1303, 1825]
republicanos-heading: A los republicanos — [675, 464, 857, 484]
article-paragraph: Pasado dicho plazo podrán significar su adhesión incondicional á los acuerdos y conclusiones de la mayoría, pero no tener representación propia en la Asamblea. — [446, 509, 654, 575]
duros-offer — [1528, 381, 1736, 418]
article-paragraph: Créese que se trata de un caso curioso de catalepsia. — [1095, 1097, 1303, 1123]
asamblea-heading: Asamblea agrícola — [459, 153, 640, 173]
article-paragraph: Ocurrió ayer en las primeras horas de la mañana una sensible desgracia en esta localidad. — [229, 353, 437, 393]
article-paragraph: El miércoles, á cosa de las diez de la mañana, fué herido por disparo de escopeta, cerca de la casa denominada de Pledra, en Bilbao, un individuo llamado Juan Ortiz Aberasturi, de 21 años de edad, soltero, y natural de Villarreal (Álava). — [878, 1765, 1087, 1858]
article-paragraph: Dos mozalbetes fueron ayer denunciados á la inspección de policía urbana por haber convertido en frontón la fachada posterior del edificio donde se encuentra instalado el gobierno militar de esta plaza. — [1095, 665, 1303, 744]
catecismo-ad — [13, 1413, 220, 1487]
article-paragraph: El nuevo director de la banda municipal, don Jesús Salsar, hizo de su parte todo lo posible por complacer al público vergarés, tocando por la noche varias marchas, que por cierto fueron aprovechadas por la gente joven. — [1312, 1071, 1519, 1162]
article-paragraph: Cerca ya de la rada, cruzaron las tres embarcaciones con el vapor Sixto Cisneros, que salió á las doce de la mañana con dirección á Bilbao. El capitán del mencionado buque se prestó á conducir á la trainera que había sido víctima del accidente, hasta la boca del puerto de Ondárroa. Aceptada la idea, se cambió el remolque, y el Sixto Cisneros se internó en el mar y el San Antonio entró en el puerto momentos antes que la embarcación á remo que salió de nuestro puerto en auxilio de sus compañeros. — [13, 633, 220, 829]
article-paragraph: diato, enclavado en el término municipal de Sorabilla, propiedad de los señores don Juan y don Joaquín Larrea. — [446, 935, 654, 988]
article-paragraph: Inútil es muy bien á la fiera el célebre Moseo, y suponga que el domador y la tribu recogerían parritas para el pleno de tan feroche animal. — [1312, 1788, 1519, 1840]
tarjetas-ad-text: últimas novedades, desde 1,50 pesetas el ciento en adelante. Se hacen en el acto, en la imprenta de este periódico y se remiten fuera de la población. — [1095, 935, 1303, 1000]
article-paragraph: En Navalmanzano (Segovia) un salvaje del que cuentan á cinco niños que habían sido mordidos por un perro rabioso, y una de las infelices criaturas ha muerto en medio de horribles sufrimientos. — [878, 1212, 1087, 1292]
article-paragraph: Los esfuerzos hechos por el vecindario para sofocar el voraz elemento, acudiendo en masa desde los primeros momentos al lugar del siniestro evitaron desgracias personales. — [13, 1988, 220, 2066]
article-paragraph: A este se le impondrán además las penas que determina el reglamento de arbitrios provinciales. — [229, 2070, 437, 2111]
imprenta-heading: IMPRENTA — [13, 1052, 220, 1076]
article-paragraph: Y si este solo piensa emplear en tan ardua tarea el romance octosílabo. — [1095, 112, 1303, 139]
article-paragraph: Por otra parte, los elementos de la sociedad Unión Artesana, darán dos funciones teatrales, en las noches del domingo y martes, en el espacioso salón de la nueva plaza del Mercado, representándose varias obras, entre ellas, las bonitas zarzuelas El rey que rabió y El tambor mayor, acompañadas al piano por un inteligente pianista de esta villa.—El corresponsal. — [1312, 814, 1519, 959]
article-paragraph: DEFUNCIONES. Sandalio Martínez y Pallardo. — [446, 1273, 654, 1299]
mesa-espanola-heading: La Mesa Española — [1353, 1973, 1478, 2014]
article-paragraph: Los otros han salido para Barcelona á fin de someterse al tratamiento del doctor Ferrán. — [878, 1294, 1087, 1334]
article-paragraph: Habiendo por fin acordado el gobierno el restablecimiento inmediato de las garantías constitucionales, la comisión de la Cámara Agrícola del Alto Aragón, organizadora de esta Asamblea, ha convocado para el día 15 del corriente mes á los delegados de las asociaciones adheridas al pensamiento. — [446, 174, 654, 306]
article-paragraph: En un descuido de la madre, la niña que estaba asomada á una ventanilla, cayó fuera, quedando, por el violento golpe que se dió en la cabeza, muerta instantáneamente. — [1095, 251, 1303, 317]
article-paragraph: El conductor del carro en cuanto observó el peligro se arrojó á tierra, y gracias á su serenidad y á su buena suerte, pues al arrojarse á tierra no sufrió lesión alguna, se libró de un serio percance. — [662, 300, 870, 380]
article-paragraph: La administración de Hacienda de esta provincia ha sido autorizada para devolver á don Liborio Agüeda la cantidad de 129,35 pesetas, por restitución de aforo hecho por la Aduana de Irún. — [1095, 746, 1303, 825]
article-paragraph: —El capitán general del Ferrol ha dispuesto que se corte del casco de la fragata Almansa el pedazo en que se halla incrustada la bala que recibió en el combate del Callao, y que dicho trozo de casco se deposite en el Arsenal hasta que el ministro disponga el sitio donde ha de conservarse. — [446, 1497, 654, 1615]
article-paragraph: La banda municipal tomará también escogidas piezas en la plaza principal. — [1312, 785, 1519, 812]
catecismo-text: Esta obra es de gran utilidad para los que se dedican al manejo de toda clase de máquinas de vapor. Ha sido publicada por la Asociación de Ingenieros de Lieja y traducida al español por J. G. Malgor, director de las minas de Reocín. — [13, 1493, 220, 1586]
article-paragraph: La prensa de Marsella dice que se está de por un químico de aquella población un invento muy útil para la riqueza olivarera. — [1095, 1377, 1303, 1430]
article-paragraph: Dichos individuos se llaman Nicasio y Domingo Lerchundi y Domingo Lili. — [13, 1016, 220, 1043]
article-paragraph: —La Comisión provincial ha acordado confirmar su acuerdo anterior, en virtud del cual determinó el cambio de una barrica de aguardiente que le fué aprehendida por los inspectores del puesto de Arichulegui al vecino de Oyarzun José Esteban Ariola. — [229, 1827, 437, 1932]
vuelco-heading: Vuelco — [733, 198, 799, 219]
article-paragraph: El «Diario Oficial» del ministerio de la Guerra ha publicado una circular disponiendo que los individuos del cupo de la Península que resulten en Cuba y Puerto Rico, acogidos á los beneficios del artículo 3.º adicional de la ley de reclutamiento vigente, deben presentarse en sus cajas para ser destinados á la situación que les corresponda, á continuarlos el tiempo servido en el Instituto de voluntarios, con arreglo á lo prevenido en el mencionado artículo. — [446, 1324, 654, 1495]
article-paragraph: se apresuraron á trasladarle en un coche-cesta al cuarto de socorro. — [229, 518, 437, 545]
article-paragraph: Inmediatamente levó anclas y se dirigió á alta mar para prestar algún auxilio á los náufragos, en el caso de que la embarcación hubiese zozobrado. Momentos después salía con el mismo objeto una trainera tripulada por catorce marinos de nuestro puerto. — [13, 284, 220, 390]
article-paragraph: dos metros con unas garras en las patas capaces de descuartizar á cualquier cabeza de ganado que hubiese encontrado. — [878, 1711, 1087, 1763]
